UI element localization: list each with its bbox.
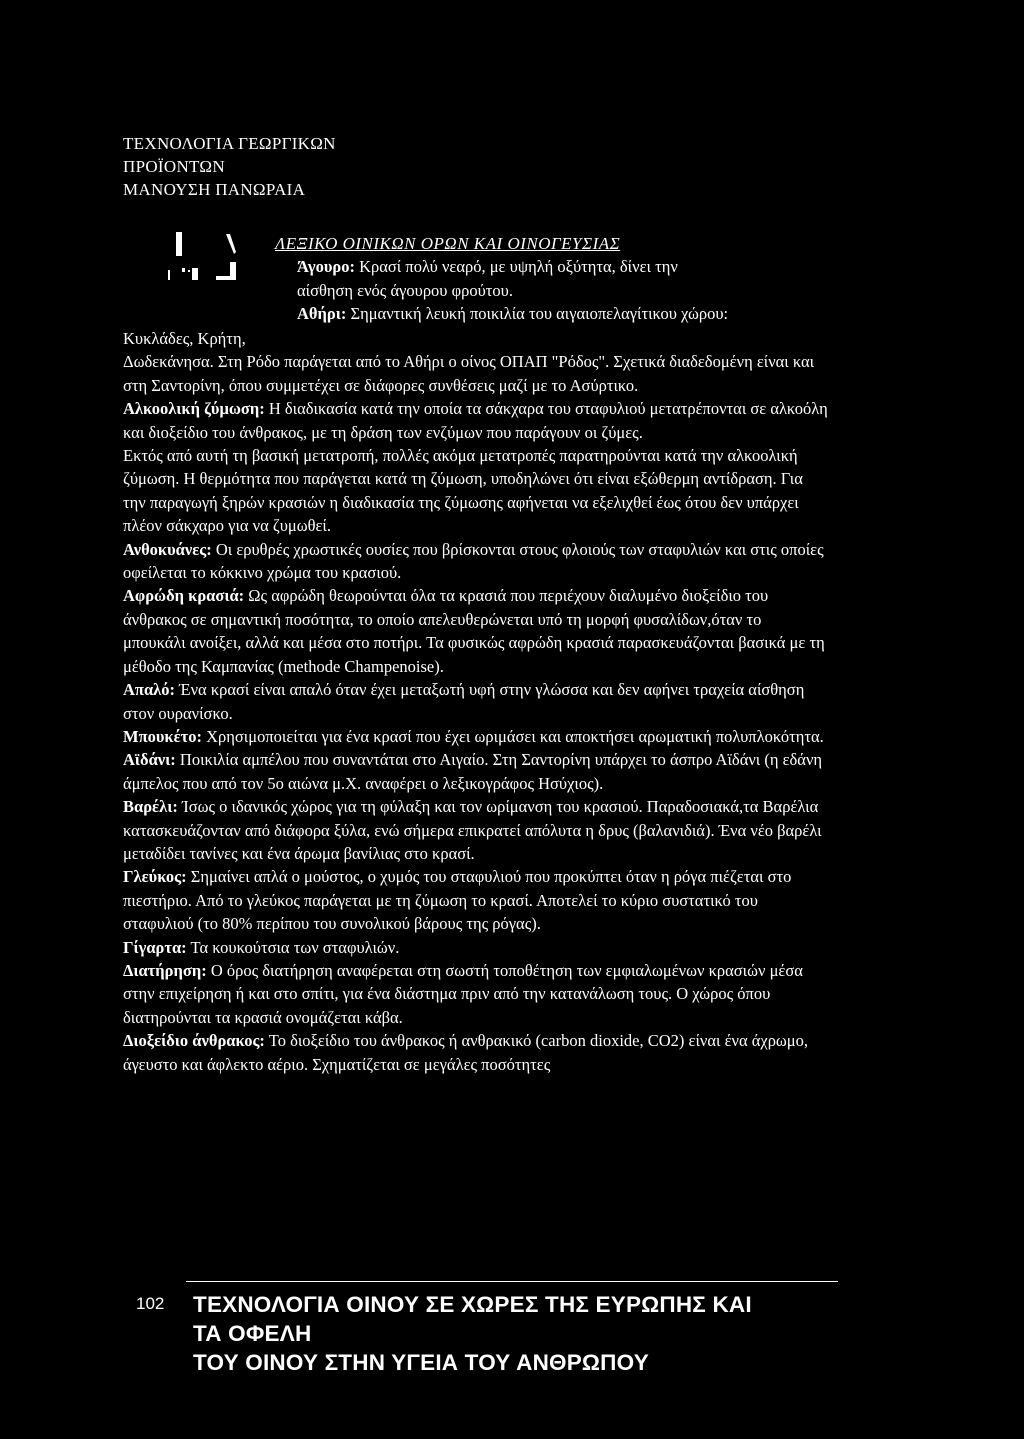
intro-entries (297, 255, 837, 326)
entry-aidani (123, 748, 828, 795)
definition-gleukos: Σημαίνει απλά ο μούστος, ο χυμός του σταφυλιού που προκύπτει όταν η ρόγα πιέζεται στο πιεστήριο. Από το γλεύκος παράγεται με τη ζύμωση το κρασί. Αποτελεί το κύριο συστατικό του σταφυλιού (το 80% περίπου του συνολικού βάρους της ρόγας). (123, 867, 792, 934)
definition-athiri: Σημαντική λευκή ποικιλία του αιγαιοπελαγίτικου χώρου: (346, 304, 729, 323)
definition-agouro: Κρασί πολύ νεαρό, με υψηλή οξύτητα, δίνει την (354, 257, 678, 276)
entry-athiri (297, 302, 837, 326)
definition-gigarta: Τα κουκούτσια των σταφυλιών. (186, 937, 400, 957)
header-line-3: ΜΑΝΟΥΣΗ ΠΑΝΩΡΑΙΑ (123, 180, 306, 199)
entry-zymosi (123, 397, 828, 444)
footer-title-line-1: ΤΕΧΝΟΛΟΓΙΑ ΟΙΝΟΥ ΣΕ ΧΩΡΕΣ ΤΗΣ ΕΥΡΩΠΗΣ ΚΑΙ (193, 1292, 752, 1317)
footer-title-line-3: ΤΟΥ ΟΙΝΟΥ ΣΤΗΝ ΥΓΕΙΑ ΤΟΥ ΑΝΘΡΩΠΟΥ (193, 1350, 649, 1375)
entry-anthokyanes (123, 538, 828, 585)
term-vareli: Βαρέλι: (123, 797, 178, 817)
term-zymosi: Αλκοολική ζύμωση: (123, 399, 265, 419)
footer-title-line-2: ΤΑ ΟΦΕΛΗ (193, 1321, 312, 1346)
term-apalo: Απαλό: (123, 680, 176, 700)
entry-apalo (123, 678, 828, 725)
body-text (123, 327, 828, 1076)
term-mpoukato: Μπουκέτο: (123, 726, 202, 746)
page-number: 102 (136, 1294, 165, 1313)
definition-anthokyanes: Οι ερυθρές χρωστικές ουσίες που βρίσκονται στους φλοιούς των σταφυλιών και στις οποίες οφείλεται το κόκκινο χρώμα του κρασιού. (123, 539, 824, 583)
entry-diatirisi (123, 959, 828, 1029)
section-title: ΛΕΞΙΚΟ ΟΙΝΙΚΩΝ ΟΡΩΝ ΚΑΙ ΟΙΝΟΓΕΥΣΙΑΣ (275, 234, 621, 253)
definition-zymosi: Η διαδικασία κατά την οποία τα σάκχαρα του σταφυλιού μετατρέπονται σε αλκοόλη και διοξείδιο του άνθρακος, με τη δράση των ενζύμων που παράγουν οι ζύμες. (123, 399, 828, 442)
definition-mpoukato: Χρησιμοποιείται για ένα κρασί που έχει ωριμάσει και αποκτήσει αρωματική πολυπλοκότητα. (202, 726, 824, 746)
entry-vareli (123, 795, 828, 865)
definition-afrodi: Ως αφρώδη θεωρούνται όλα τα κρασιά που περιέχουν διαλυμένο διοξείδιο του άνθρακος σε σημαντική ποσότητα, το οποίο απελευθερώνεται υπό τη μορφή φυσαλίδων,όταν το μπουκάλι ανοίξει, αλλά και μέσα στο ποτήρι. Τα φυσικώς αφρώδη κρασιά παρασκευάζονται βασικά με τη μέθοδο της Καμπανίας (methode Champenoise). (123, 586, 825, 676)
entry-mpoukato (123, 725, 828, 748)
footer-divider (186, 1281, 838, 1282)
term-aidani: Αϊδάνι: (123, 750, 176, 770)
entry-zymosi-cont: Εκτός από αυτή τη βασική μετατροπή, πολλές ακόμα μετατροπές παρατηρούνται κατά την αλκοολική ζύμωση. Η θερμότητα που παράγεται κατά τη ζύμωση, υποδηλώνει ότι είναι εξώθερμη αντίδραση. Για την παραγωγή ξηρών κρασιών η διαδικασία της ζύμωσης αφήνεται να εξελιχθεί έως ότου δεν υπάρχει πλέον σάκχαρο για να ζυμωθεί. (123, 446, 803, 536)
document-header (123, 132, 336, 201)
header-line-1: ΤΕΧΝΟΛΟΓΙΑ ΓΕΩΡΓΙΚΩΝ (123, 134, 336, 153)
entry-athiri-cont-2: Δωδεκάνησα. Στη Ρόδο παράγεται από το Αθήρι ο οίνος ΟΠΑΠ "Ρόδος". Σχετικά διαδεδομένη είναι και στη Σαντορίνη, όπου συμμετέχει σε διάφορες συνθέσεις μαζί με το Ασύρτικο. (123, 352, 815, 395)
term-anthokyanes: Ανθοκυάνες: (123, 539, 212, 559)
entry-athiri-cont: Κυκλάδες, Κρήτη, (123, 329, 246, 348)
definition-apalo: Ένα κρασί είναι απαλό όταν έχει μεταξωτή υφή στην γλώσσα και δεν αφήνει τραχεία αίσθηση στον ουρανίσκο. (123, 680, 805, 723)
entry-dioxeidio (123, 1029, 828, 1076)
term-gigarta: Γίγαρτα: (123, 937, 187, 957)
definition-vareli: Ίσως ο ιδανικός χώρος για τη φύλαξη και τον ωρίμανση του κρασιού. Παραδοσιακά,τα Βαρέλια κατασκευάζονταν από διάφορα ξύλα, ενώ σήμερα επικρατεί απόλυτα η δρυς (βαλανιδιά). Ένα νέο βαρέλι μεταδίδει τανίνες και ένα άρωμα βανίλιας στο κρασί. (123, 797, 822, 863)
entry-gleukos (123, 865, 828, 935)
entry-agouro (297, 255, 837, 279)
term-agouro: Άγουρο: (297, 257, 355, 276)
entry-gigarta (123, 936, 828, 959)
entry-afrodi (123, 584, 828, 678)
decorative-logo-icon (168, 232, 248, 282)
definition-diatirisi: Ο όρος διατήρηση αναφέρεται στη σωστή τοποθέτηση των εμφιαλωμένων κρασιών μέσα στην επιχείρηση ή και στο σπίτι, για ένα διάστημα πριν από την κατανάλωση τους. Ο χώρος όπου διατηρούνται τα κρασιά ονομάζεται κάβα. (123, 960, 803, 1027)
term-diatirisi: Διατήρηση: (123, 960, 207, 980)
term-athiri: Αθήρι: (297, 304, 347, 323)
term-afrodi: Αφρώδη κρασιά: (123, 586, 245, 606)
term-dioxeidio: Διοξείδιο άνθρακος: (123, 1031, 265, 1051)
footer-title (193, 1290, 752, 1377)
definition-dioxeidio: Το διοξείδιο του άνθρακος ή ανθρακικό (carbon dioxide, CO2) είναι ένα άχρωμο, άγευστο και άφλεκτο αέριο. Σχηματίζεται σε μεγάλες ποσότητες (123, 1031, 809, 1074)
definition-aidani: Ποικιλία αμπέλου που συναντάται στο Αιγαίο. Στη Σαντορίνη υπάρχει το άσπρο Αϊδάνι (η εδάνη άμπελος που από τον 5ο αιώνα μ.Χ. αναφέρει ο λεξικογράφος Ησύχιος). (123, 750, 823, 793)
term-gleukos: Γλεύκος: (123, 867, 187, 887)
entry-agouro-cont: αίσθηση ενός άγουρου φρούτου. (297, 280, 513, 300)
header-line-2: ΠΡΟΪΟΝΤΩΝ (123, 157, 225, 176)
